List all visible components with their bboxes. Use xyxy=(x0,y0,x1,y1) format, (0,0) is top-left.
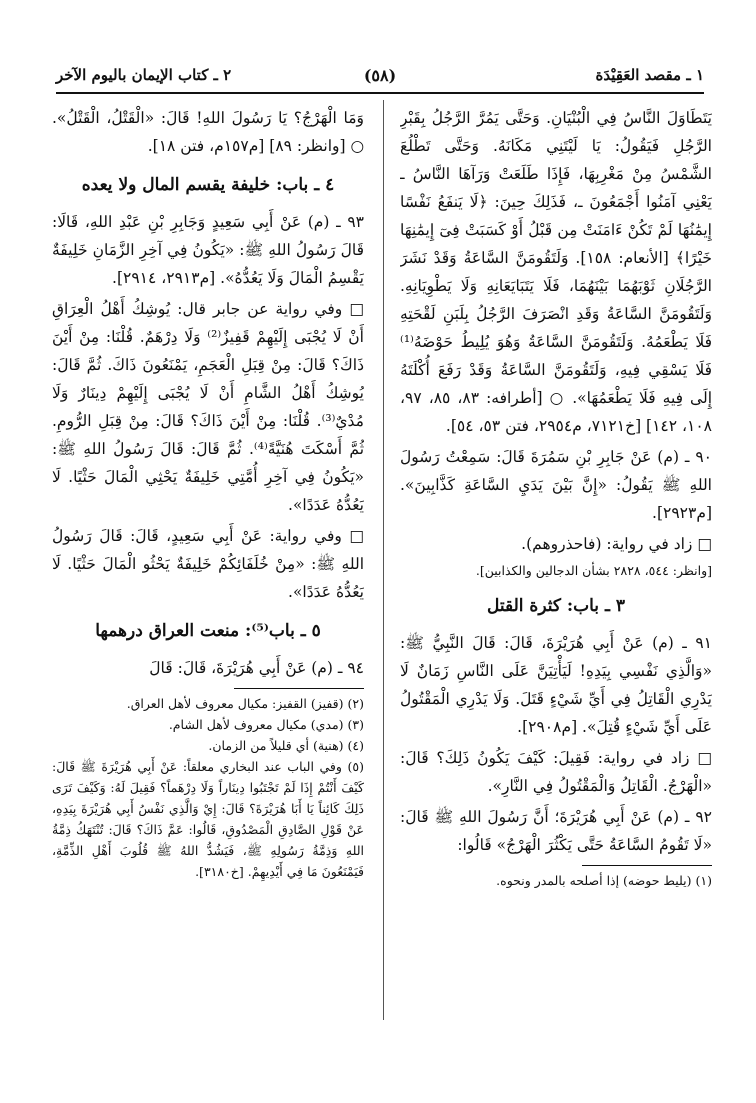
footnote-rule xyxy=(234,688,364,689)
hadith-91: ٩١ ـ (م) عَنْ أَبِي هُرَيْرَةَ، قَالَ: قَالَ النَّبِيُّ ﷺ: «وَالَّذِي نَفْسِي بِيَدِهِ! لَيَأْتِيَنَّ عَلَى النَّاسِ زَمَانٌ لَا يَدْرِي الْقَاتِلُ فِي أَيِّ شَيْءٍ قَتَلَ. وَلَا يَدْرِي الْمَقْتُولُ عَلَى أَيِّ شَيْءٍ قُتِلَ». [م٢٩٠٨]. xyxy=(400,634,712,736)
left-column xyxy=(52,104,364,1074)
chapter-heading-3: ٣ ـ باب: كثرة القتل xyxy=(486,596,625,616)
hadith-94: ٩٤ ـ (م) عَنْ أَبِي هُرَيْرَةَ، قَالَ: قَالَ xyxy=(149,659,364,677)
hadith-93: ٩٣ ـ (م) عَنْ أَبِي سَعِيدٍ وَجَابِرِ بْنِ عَبْدِ اللهِ، قَالَا: قَالَ رَسُولُ اللهِ ﷺ: «يَكُونُ فِي آخِرِ الزَّمَانِ خَلِيفَةٌ يَقْسِمُ الْمَالَ وَلَا يَعُدُّهُ». [م٢٩١٣، ٢٩١٤]. xyxy=(52,213,364,287)
header-rule xyxy=(56,92,704,94)
hadith-90-addition: □ زاد في رواية: (فاحذروهم). xyxy=(521,535,712,553)
hadith-89-continuation: يَتَطَاوَلَ النَّاسُ فِي الْبُنْيَانِ. وَحَتَّى يَمُرَّ الرَّجُلُ بِقَبْرِ الرَّجُلِ فَيَقُولُ: يَا لَيْتَنِي مَكَانَهُ. وَحَتَّى تَطْلُعَ الشَّمْسُ مِنْ مَغْرِبِهَا، فَإِذَا طَلَعَتْ وَرَآهَا النَّاسُ ـ يَعْنِي آمَنُوا أَجْمَعُونَ ـ، فَذَلِكَ حِينَ: ﴿لَا يَنفَعُ نَفْسًا إِيمَٰنُهَا لَمْ تَكُنْ ءَامَنَتْ مِن قَبْلُ أَوْ كَسَبَتْ فِىٓ إِيمَٰنِهَا خَيْرًا﴾ [الأنعام: ١٥٨]. وَلَتَقُومَنَّ السَّاعَةُ وَقَدْ نَشَرَ الرَّجُلَانِ ثَوْبَهُمَا بَيْنَهُمَا، فَلَا يَتَبَايَعَانِهِ وَلَا يَطْوِيَانِهِ. وَلَتَقُومَنَّ السَّاعَةُ وَقَدِ انْصَرَفَ الرَّجُلُ بِلَبَنِ لَقْحَتِهِ فَلَا يَطْعَمُهُ. وَلَتَقُومَنَّ السَّاعَةُ وَهُوَ يُلِيطُ حَوْضَهُ⁽¹⁾ فَلَا يَسْقِي فِيهِ، وَلَتَقُومَنَّ السَّاعَةُ وَقَدْ رَفَعَ أُكْلَتَهُ إِلَى فِيهِ فَلَا يَطْعَمُهَا». ○ [أطرافه: ٨٣، ٨٥، ٩٧، ١٠٨، ١٤٢] [خ٧١٢١، م٢٩٥٤، فتن ٥٣، ٥٤]. xyxy=(400,109,712,435)
footnote-4: (٤) (هنية) أي قليلاً من الزمان. xyxy=(208,738,364,753)
footnote-5: (٥) وفي الباب عند البخاري معلقاً: عَنْ أَبِي هُرَيْرَةَ ﷺ قَالَ: كَيْفَ أَنْتُمْ إِذَا لَمْ تَجْتَبُوا دِينَاراً وَلَا دِرْهَماً؟ فَقِيلَ لَهُ: وَكَيْفَ تَرَى ذَلِكَ كَائِناً يَا أَبَا هُرَيْرَةَ؟ قَالَ: إِيْ وَالَّذِي نَفْسُ أَبِي هُرَيْرَةَ بِيَدِهِ، عَنْ قَوْلِ الصَّادِقِ الْمَصْدُوقِ، قَالُوا: عَمَّ ذَاكَ؟ قَالَ: تُنْتَهَكُ ذِمَّةُ اللهِ وَذِمَّةُ رَسُولِهِ ﷺ، فَيَشُدُّ اللهُ ﷺ قُلُوبَ أَهْلِ الذِّمَّةِ، فَيَمْنَعُونَ مَا فِي أَيْدِيهِمْ. [خ٣١٨٠]. xyxy=(52,759,364,879)
page-number: (٥٨) xyxy=(363,66,397,85)
footnote-3: (٣) (مدي) مكيال معروف لأهل الشام. xyxy=(168,717,364,732)
chapter-heading-4: ٤ ـ باب: خليفة يقسم المال ولا يعده xyxy=(81,175,335,195)
footnote-2: (٢) (قفيز) القفيز: مكيال معروف لأهل العراق. xyxy=(126,696,364,711)
hadith-90: ٩٠ ـ (م) عَنْ جَابِرِ بْنِ سَمُرَةَ قَالَ: سَمِعْتُ رَسُولَ اللهِ ﷺ يَقُولُ: «إِنَّ بَيْنَ يَدَيِ السَّاعَةِ كَذَّابِينَ». [م٢٩٢٣]. xyxy=(400,448,712,522)
right-column xyxy=(400,104,712,1074)
hadith-92-continuation: وَمَا الْهَرْجُ؟ يَا رَسُولَ اللهِ! قَالَ: «الْقَتْلُ، الْقَتْلُ». ○ [وانظر: ٨٩] [م١٥٧م، فتن ١٨]. xyxy=(52,109,364,155)
page-header xyxy=(56,62,704,94)
header-section-title: ١ ـ مقصد العَقِيْدَة xyxy=(595,66,704,84)
footnote-1: (١) (يليط حوضه) إذا أصلحه بالمدر ونحوه. xyxy=(496,873,712,888)
hadith-93-narration-jabir: □ وفي رواية عن جابر قال: يُوشِكُ أَهْلُ الْعِرَاقِ أَنْ لَا يُجْبَى إِلَيْهِمْ قَفِيزٌ⁽²⁾ وَلَا دِرْهَمٌ. قُلْنَا: مِنْ أَيْنَ ذَاكَ؟ قَالَ: مِنْ قِبَلِ الْعَجَمِ، يَمْنَعُونَ ذَاكَ. ثُمَّ قَالَ: يُوشِكُ أَهْلُ الشَّامِ أَنْ لَا يُجْبَى إِلَيْهِمْ دِينَارٌ وَلَا مُدْيٌ⁽³⁾. قُلْنَا: مِنْ أَيْنَ ذَاكَ؟ قَالَ: مِنْ قِبَلِ الرُّومِ. ثُمَّ أَسْكَتَ هُنَيَّةً⁽⁴⁾. ثُمَّ قَالَ: قَالَ رَسُولُ اللهِ ﷺ: «يَكُونُ فِي آخِرِ أُمَّتِي خَلِيفَةٌ يَحْثِي الْمَالَ حَثْيًا. لَا يَعُدُّهُ عَدَدًا». xyxy=(52,300,364,514)
hadith-90-reference: [وانظر: ٥٤٤، ٢٨٢٨ بشأن الدجالين والكذابين]. xyxy=(475,563,712,578)
hadith-93-narration-abu-said: □ وفي رواية: عَنْ أَبِي سَعِيدٍ، قَالَ: قَالَ رَسُولُ اللهِ ﷺ: «مِنْ خُلَفَائِكُمْ خَلِيفَةٌ يَحْثُو الْمَالَ حَثْيًا. لَا يَعُدُّهُ عَدَدًا». xyxy=(52,527,364,601)
header-chapter-title: ٢ ـ كتاب الإيمان باليوم الآخر xyxy=(56,66,232,84)
chapter-heading-5: ٥ ـ باب⁽⁵⁾: منعت العراق درهمها xyxy=(95,621,321,641)
hadith-91-addition: □ زاد في رواية: فَقِيلَ: كَيْفَ يَكُونُ ذَلِكَ؟ قَالَ: «الْهَرْجُ. الْقَاتِلُ وَالْمَقْتُولُ فِي النَّارِ». xyxy=(400,749,712,795)
hadith-92: ٩٢ ـ (م) عَنْ أَبِي هُرَيْرَةَ؛ أَنَّ رَسُولَ اللهِ ﷺ قَالَ: «لَا تَقُومُ السَّاعَةُ حَتَّى يَكْثُرَ الْهَرْجُ» قَالُوا: xyxy=(400,808,712,854)
footnote-rule xyxy=(582,865,712,866)
column-divider xyxy=(383,100,384,1020)
